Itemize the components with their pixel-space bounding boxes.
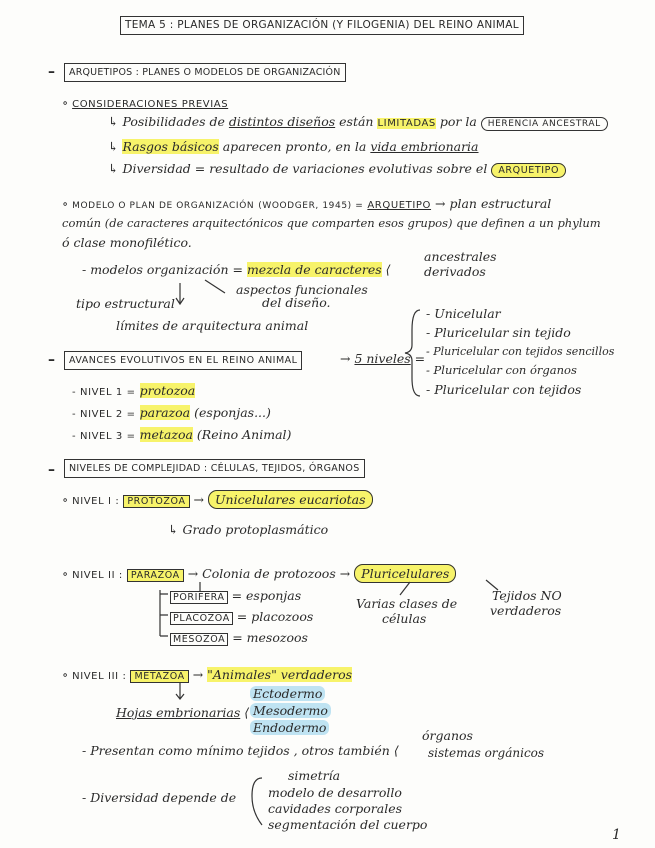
varias-clases-2: células [382, 611, 427, 626]
diversidad-item: modelo de desarrollo [268, 785, 402, 800]
niveles-list-item: - Pluricelular con tejidos sencillos [426, 345, 615, 358]
consid-line-3: ↳ Diversidad = resultado de variaciones evolutivas sobre el ARQUETIPO [108, 161, 566, 178]
aspectos-2: del diseño. [262, 295, 331, 310]
unicelulares-cloud: Unicelulares eucariotas [208, 490, 373, 509]
grado-protoplasmatico: ↳ Grado protoplasmático [168, 522, 329, 537]
herencia-ancestral: HERENCIA ANCESTRAL [481, 117, 608, 131]
aspectos-1: aspectos funcionales [236, 282, 368, 297]
page-number: 1 [612, 827, 621, 843]
bullet-dash: – [48, 352, 55, 368]
niveles-list-item: - Pluricelular con órganos [426, 363, 577, 377]
tipo-estructural: tipo estructural [76, 296, 175, 311]
nivel-I: ∘ NIVEL I : PROTOZOA → Unicelulares eucariotas [62, 492, 373, 509]
modelo-line-2: común (de caracteres arquitectónicos que comparten esos grupos) que definen a un phylum [62, 216, 601, 230]
derivados: derivados [424, 264, 486, 279]
niveles-list-item: - Pluricelular con tejidos [426, 382, 582, 397]
cinco-niveles: → 5 niveles = [340, 351, 426, 366]
presentan: - Presentan como mínimo tejidos , otros también ⟨ [82, 743, 399, 758]
modelo-line-1: ∘ MODELO O PLAN DE ORGANIZACIÓN (WOODGER, 1945) = ARQUETIPO → plan estructural [62, 196, 552, 211]
tejidos-no-2: verdaderos [490, 603, 562, 618]
diversidad-item: segmentación del cuerpo [268, 817, 428, 832]
capa-endodermo: Endodermo [250, 720, 329, 735]
parazoa-item: MESOZOA = mesozoos [170, 630, 308, 647]
ancestrales: ancestrales [424, 249, 497, 264]
capa-mesodermo: Mesodermo [250, 703, 331, 718]
diversidad-item: cavidades corporales [268, 801, 403, 816]
page-title: TEMA 5 : PLANES DE ORGANIZACIÓN (Y FILOGENIA) DEL REINO ANIMAL [120, 16, 524, 35]
tejidos-no-1: Tejidos NO [492, 588, 562, 603]
capa-ectodermo: Ectodermo [250, 686, 325, 701]
diversidad-depende: - Diversidad depende de [82, 790, 237, 805]
consid-line-2: ↳ Rasgos básicos aparecen pronto, en la vida embrionaria [108, 139, 479, 154]
bullet-dash: – [48, 462, 55, 478]
niveles-list-item: - Pluricelular sin tejido [426, 325, 571, 340]
nivel-3: - NIVEL 3 = metazoa (Reino Animal) [72, 427, 292, 442]
consideraciones-label: CONSIDERACIONES PREVIAS [72, 99, 229, 110]
parazoa-item: PORIFERA = esponjas [170, 588, 301, 605]
pluricelulares-cloud: Pluricelulares [354, 564, 456, 583]
nivel-III: ∘ NIVEL III : METAZOA → "Animales" verdaderos [62, 667, 353, 682]
section-heading-niveles: NIVELES DE COMPLEJIDAD : CÉLULAS, TEJIDOS, ÓRGANOS [64, 459, 365, 478]
nivel-1: - NIVEL 1 = protozoa [72, 383, 196, 398]
section-heading-avances: AVANCES EVOLUTIVOS EN EL REINO ANIMAL [64, 351, 302, 370]
modelos-organizacion: - modelos organización = mezcla de caracteres ⟨ [82, 262, 391, 277]
modelo-line-3: ó clase monofilético. [62, 235, 192, 250]
nivel-II: ∘ NIVEL II : PARAZOA → Colonia de protozoos → Pluricelulares [62, 566, 456, 583]
hojas-embrionarias: Hojas embrionarias ⟨ [116, 705, 250, 720]
varias-clases-1: Varias clases de [356, 596, 458, 611]
section-heading-arquetipos: ARQUETIPOS : PLANES O MODELOS DE ORGANIZACIÓN [64, 63, 346, 82]
diversidad-item: simetría [288, 768, 341, 783]
bullet-consideraciones: ∘ CONSIDERACIONES PREVIAS [62, 95, 229, 110]
parazoa-item: PLACOZOA = placozoos [170, 609, 313, 626]
nivel-2: - NIVEL 2 = parazoa (esponjas...) [72, 405, 271, 420]
sistemas-organicos: sistemas orgánicos [428, 746, 545, 760]
organos: órganos [422, 728, 473, 743]
niveles-list-item: - Unicelular [426, 306, 501, 321]
limites: límites de arquitectura animal [116, 318, 309, 333]
consid-line-1: ↳ Posibilidades de distintos diseños están LIMITADAS por la HERENCIA ANCESTRAL [108, 114, 608, 132]
bullet-dash: – [48, 64, 55, 80]
arquetipo-cloud: ARQUETIPO [491, 163, 566, 178]
